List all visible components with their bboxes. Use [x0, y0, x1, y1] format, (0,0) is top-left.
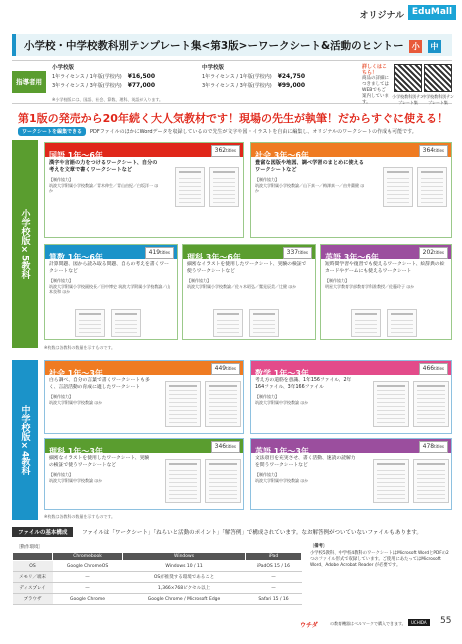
env-table [12, 552, 302, 605]
authors-label: 【制作協力】 [325, 278, 349, 283]
table-row [13, 572, 302, 583]
card-head [45, 143, 243, 160]
count-unit: titles [298, 250, 308, 255]
card-head [183, 245, 315, 262]
card-authors [321, 276, 451, 291]
env-cell: — [246, 583, 302, 594]
count-unit: titles [434, 444, 444, 449]
card-count [419, 363, 448, 375]
worksheet-thumbnail [205, 459, 241, 503]
worksheet-thumbnail [373, 381, 409, 427]
uchida-logo: UCHIDA [408, 619, 430, 626]
price-chu-price1: ¥24,750 [277, 73, 306, 80]
worksheet-thumbnail [249, 309, 279, 337]
worksheet-thumbnail [387, 309, 417, 337]
count-unit: titles [226, 444, 236, 449]
worksheet-thumbnail [373, 459, 409, 503]
authors-text: 筑波大学附属小学校教諭／山下真一／梅澤真一／由井薗健 ほか [255, 182, 365, 193]
inquiry-text: 商品の詳細につきましてはWEBでもご案内しています。 [362, 76, 389, 105]
qr-code-icon[interactable] [424, 64, 452, 92]
authors-label: 【制作協力】 [49, 278, 73, 283]
authors-label: 【制作協力】 [187, 278, 211, 283]
env-cell: — [53, 583, 123, 594]
authors-text: 筑波大学附属中学校教諭 ほか [49, 477, 103, 483]
card-count [145, 247, 174, 259]
qr-code-icon[interactable] [394, 64, 422, 92]
note-box [310, 544, 450, 569]
headline: 第1版の発売から20年続く大人気教材です！現場の先生が執筆！だからすぐに使える！ [18, 112, 448, 125]
card-authors [45, 392, 155, 407]
table-row [13, 594, 302, 605]
card-authors [45, 470, 155, 485]
authors-label: 【制作協力】 [255, 472, 279, 477]
count-unit: titles [434, 250, 444, 255]
count-value: 419 [148, 249, 161, 256]
card-title: 理科 1年〜3年 [49, 447, 103, 456]
card-head [251, 439, 451, 456]
env-cell: Safari 15 / 16 [246, 594, 302, 605]
authors-label: 【制作協力】 [49, 177, 73, 182]
card-desc: 白ら調べ、自分の言葉で書くワークシートも多く、言語活動の育成に適したワークシート [49, 378, 150, 390]
price-chu-row1: 1年ライセンス / 1年版(学校内) [202, 74, 272, 80]
card-desc: 豊富な図版や地図、調べ学習のまとめに使えるワークシートなど [255, 160, 364, 173]
qr1-caption: 小学校教科別テンプレート集 [392, 94, 424, 105]
page-title [24, 38, 441, 53]
price-sho-row1: 1年ライセンス / 1年版(学校内) [52, 74, 122, 80]
card-authors [45, 276, 177, 297]
card-title: 理科 3年〜6年 [187, 253, 241, 262]
count-unit: titles [226, 366, 236, 371]
price-table-chu [202, 63, 305, 89]
card-title: 国語 1年〜6年 [49, 151, 103, 160]
count-value: 478 [422, 443, 435, 450]
env-col-header: iPad [246, 553, 302, 561]
subline-pill: ワークシートを編集できる [18, 127, 86, 136]
env-cell: Google ChromeOS [53, 561, 123, 572]
count-value: 337 [286, 249, 299, 256]
edumall-badge: EduMall [408, 5, 456, 20]
card-title: 算数 1年〜6年 [49, 253, 103, 262]
card-head [45, 439, 243, 456]
worksheet-thumbnail [175, 167, 205, 207]
format-label: ファイルの基本構成 [12, 527, 73, 537]
authors-text: 筑波大学附属小学校教諭／青木伸生／青山由紀／白坂洋一 ほか [49, 182, 159, 193]
subline [18, 127, 417, 136]
env-cell: Google Chrome [53, 594, 123, 605]
price-note: ※小学校版には、国語、社会、算数、理科、英語が入ります。 [52, 97, 164, 102]
card-shakai-sho [250, 142, 452, 238]
worksheet-thumbnail [383, 167, 413, 207]
count-value: 202 [422, 249, 435, 256]
price-label: 指導者用 [12, 71, 46, 93]
price-block [12, 60, 452, 104]
card-title: 社会 1年〜3年 [49, 369, 103, 378]
card-authors [45, 175, 165, 196]
card-eigo-chu [250, 438, 452, 510]
price-sho-price1: ¥16,500 [127, 73, 156, 80]
env-col-header [13, 553, 53, 561]
env-cell: Windows 10 / 11 [123, 561, 246, 572]
subline-text: PDFファイルのほかにWordデータを収録しているので先生が文字や図・イラストを自由に編集し、オリジナルのワークシートの作成も可能です。 [90, 129, 417, 135]
count-value: 346 [214, 443, 227, 450]
card-count [283, 247, 312, 259]
env-cell: iPadOS 15 / 16 [246, 561, 302, 572]
page-number: 55 [440, 616, 452, 626]
card-rika-chu [44, 438, 244, 510]
format-text: ファイルは「ワークシート」「ねらいと活動のポイント」「解答例」で構成されています。なお解答例がついていないファイルもあります。 [82, 530, 422, 536]
count-unit: titles [160, 250, 170, 255]
page-title-text: 小学校・中学校教科別テンプレート集<第3版>ーワークシート&活動のヒントー [24, 40, 404, 52]
card-count [211, 363, 240, 375]
card-head [251, 361, 451, 378]
worksheet-thumbnail [213, 309, 243, 337]
worksheet-thumbnail [351, 309, 381, 337]
card-eigo-sho [320, 244, 452, 340]
worksheet-thumbnail [111, 309, 141, 337]
count-unit: titles [434, 148, 444, 153]
authors-label: 【制作協力】 [255, 177, 279, 182]
env-row-header: OS [13, 561, 53, 572]
env-col-header: Windows [123, 553, 246, 561]
env-row-header: メモリ／端末 [13, 572, 53, 583]
card-head [45, 361, 243, 378]
card-desc: 文法項目を充実させ、書く活動、速読の読解力を問うワークシートなど [255, 456, 356, 468]
side-ribbon-sho: 小学校版×5教科 [12, 140, 38, 348]
authors-text: 筑波大学附属中学校教諭 ほか [255, 477, 309, 483]
card-head [321, 245, 451, 262]
worksheet-thumbnail [417, 167, 447, 207]
price-chu-price2: ¥99,000 [277, 82, 306, 89]
table-row [13, 561, 302, 572]
inquiry [362, 64, 390, 106]
worksheet-thumbnail [209, 167, 239, 207]
count-unit: titles [434, 366, 444, 371]
card-kokugo [44, 142, 244, 238]
qr2-caption: 中学校教科別テンプレート集 [422, 94, 454, 105]
card-rika-sho [182, 244, 316, 340]
count-value: 364 [422, 147, 435, 154]
card-authors [251, 470, 361, 485]
card-title: 英語 3年〜6年 [325, 253, 379, 262]
env-cell: — [53, 572, 123, 583]
card-authors [251, 392, 361, 407]
grade-tag-sho: 小 [409, 40, 422, 53]
card-sansu [44, 244, 178, 340]
card-count [419, 441, 448, 453]
price-sho-row2: 3年ライセンス / 3年版(学校内) [52, 83, 122, 89]
note-title: 〔備考〕 [310, 544, 328, 549]
price-chu-title: 中学校版 [202, 65, 225, 71]
env-label: 〔動作環境〕 [16, 545, 43, 550]
worksheet-thumbnail [413, 459, 449, 503]
price-table-sho [52, 63, 155, 89]
env-cell: OSが推奨する環境であること [123, 572, 246, 583]
footnote-chu: ※枚数は各教科の数量を示すものです。 [44, 514, 116, 519]
worksheet-thumbnail [413, 381, 449, 427]
card-desc: 細密なイラストを使用したワークシート、実験の検証で使うワークシートなど [49, 456, 150, 468]
env-cell: 1,366×768ピクセル以上 [123, 583, 246, 594]
worksheet-thumbnail [165, 381, 201, 427]
table-row [13, 583, 302, 594]
card-count [419, 145, 448, 157]
authors-text: 筑波大学附属中学校教諭 ほか [49, 399, 103, 405]
authors-label: 【制作協力】 [255, 394, 279, 399]
env-row-header: ブラウザ [13, 594, 53, 605]
inquiry-title: 詳しくはこちら！ [362, 64, 388, 76]
card-sugaku [250, 360, 452, 434]
format-header [12, 527, 452, 538]
card-desc: 短時間学習や復習でも使えるワークシート、絵辞典の絵カードやゲームにも使えるワークシート [325, 262, 445, 274]
count-value: 449 [214, 365, 227, 372]
worksheet-thumbnail [205, 381, 241, 427]
authors-label: 【制作協力】 [49, 394, 73, 399]
footer [0, 610, 462, 644]
card-title: 社会 3年〜6年 [255, 151, 309, 160]
brand-band [0, 0, 462, 26]
price-chu-row2: 3年ライセンス / 3年版(学校内) [202, 83, 272, 89]
card-authors [251, 175, 371, 196]
card-count [419, 247, 448, 259]
card-head [45, 245, 177, 262]
env-cell: Google Chrome / Microsoft Edge [123, 594, 246, 605]
env-row-header: ディスプレイ [13, 583, 53, 594]
card-count [211, 145, 240, 157]
card-desc: 考え方の道筋を意識、1年156ファイル、2年164ファイル、3年166ファイル [255, 378, 352, 390]
authors-text: 明星大学教育学部教育学科准教授／佐藤玲子 ほか [325, 283, 415, 289]
brand-label: オリジナル [359, 11, 404, 21]
price-sho-title: 小学校版 [52, 65, 75, 71]
count-value: 362 [214, 147, 227, 154]
card-desc: 細密なイラストを使用したワークシート、実験の検証で使うワークシートなど [187, 262, 307, 274]
card-desc: 漢字や言語の力をつけるワークシート、自分の考えを文章で書くワークシートなど [49, 160, 158, 173]
env-col-header: Chromebook [53, 553, 123, 561]
worksheet-thumbnail [165, 459, 201, 503]
authors-text: 筑波大学附属小学校教諭／佐々木昭弘／鷲見辰美／辻健 ほか [187, 283, 297, 289]
footer-brand: ウチダ [300, 622, 318, 629]
card-authors [183, 276, 315, 291]
env-cell: — [246, 572, 302, 583]
side-ribbon-chu: 中学校版×4教科 [12, 360, 38, 520]
footnote-sho: ※枚数は各教科の数量を示すものです。 [44, 345, 116, 350]
worksheet-thumbnail [75, 309, 105, 337]
card-head [251, 143, 451, 160]
card-title: 英語 1年〜3年 [255, 447, 309, 456]
card-desc: 計算問題、図から読み取る問題、自らの考えを書くワークシートなど [49, 262, 169, 274]
note-text: 小学校5教科、中学校4教科のワークシートはMicrosoft WordとPDFの2つのファイル形式で収録しています。ご使用にあたってはMicrosoft Word、Adobe Acrobat Reader が必要です。 [310, 551, 449, 568]
footer-text: の教育機器はベルマークで購入できます。 [330, 621, 406, 626]
grade-tag-chu: 中 [428, 40, 441, 53]
card-count [211, 441, 240, 453]
count-unit: titles [226, 148, 236, 153]
card-shakai-chu [44, 360, 244, 434]
price-sho-price2: ¥77,000 [127, 82, 156, 89]
authors-label: 【制作協力】 [49, 472, 73, 477]
authors-text: 筑波大学附属中学校教諭 ほか [255, 399, 309, 405]
title-band [12, 34, 452, 56]
card-title: 数学 1年〜3年 [255, 369, 309, 378]
count-value: 466 [422, 365, 435, 372]
authors-text: 筑波大学附属小学校副校長／田中博史 筑波大学附属小学校教諭／山本良和 ほか [49, 283, 171, 294]
